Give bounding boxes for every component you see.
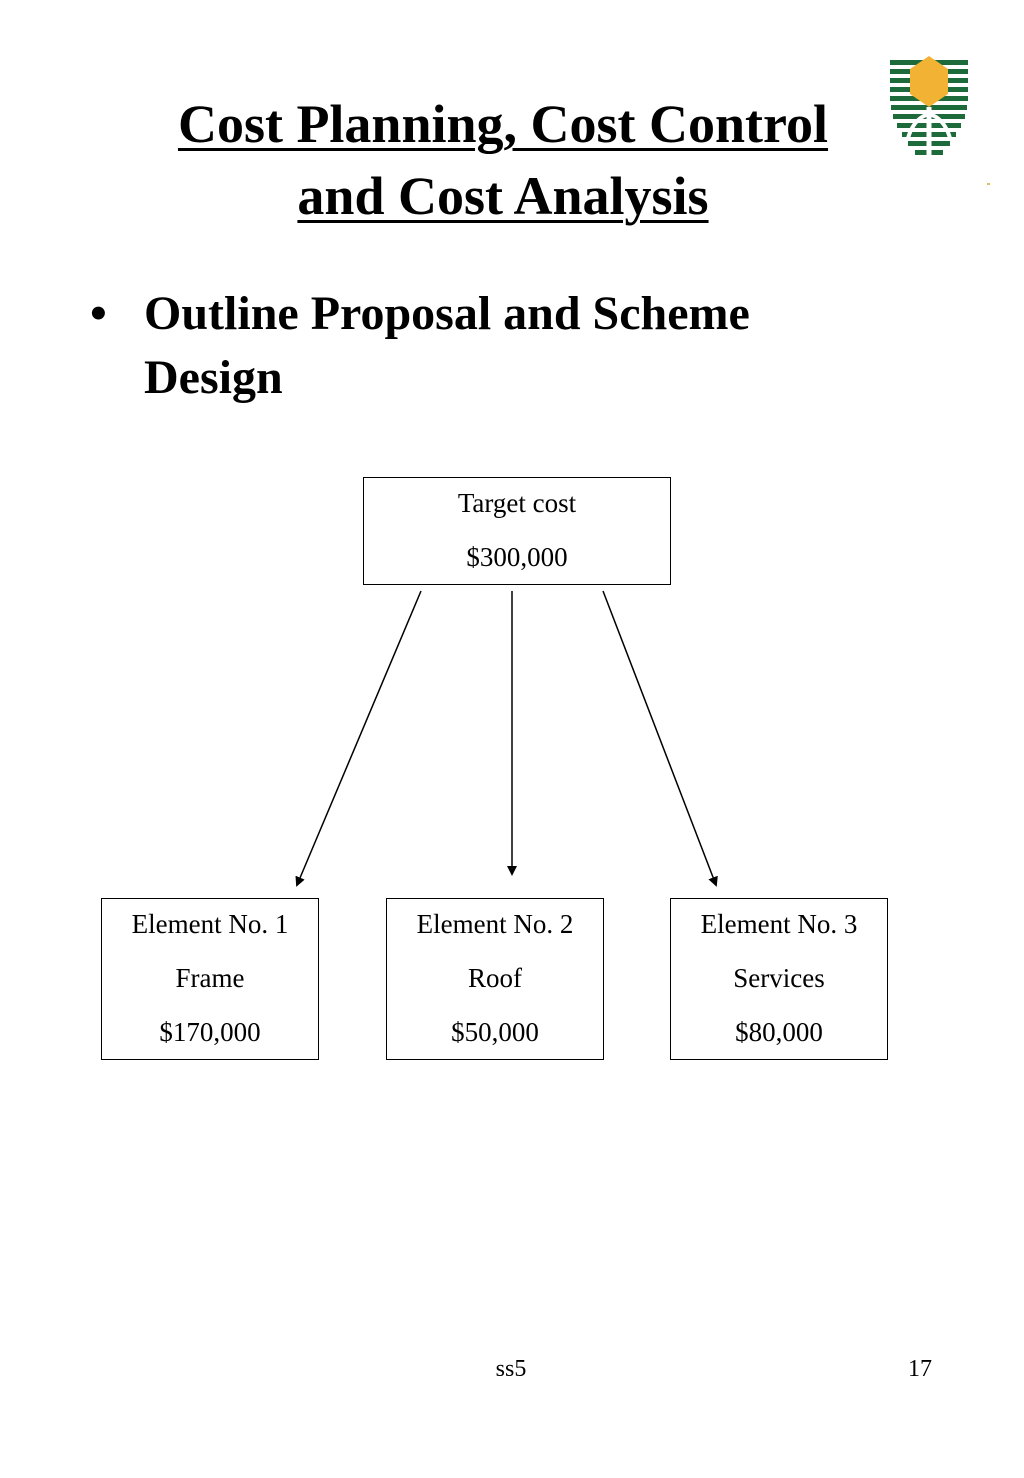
- element-box-2: [386, 898, 604, 1060]
- element-name: Services: [733, 963, 825, 993]
- arrow-to-element-3: [603, 591, 716, 885]
- target-cost-label: Target cost: [457, 488, 577, 518]
- target-cost-value: $300,000: [466, 542, 568, 572]
- bullet-icon: •: [90, 287, 107, 340]
- element-value: $170,000: [159, 1017, 261, 1047]
- footer-label: ss5: [495, 1356, 527, 1382]
- bullet-text-line-2: Design: [144, 351, 283, 404]
- arrow-to-element-1: [297, 591, 421, 885]
- element-box-1: [101, 898, 319, 1060]
- element-value: $50,000: [451, 1017, 539, 1047]
- element-name: Roof: [468, 963, 522, 993]
- element-number: Element No. 2: [416, 909, 574, 939]
- target-cost-box: [363, 477, 671, 585]
- page-number: 17: [908, 1356, 932, 1382]
- element-number: Element No. 3: [700, 909, 858, 939]
- element-box-3: [670, 898, 888, 1060]
- element-number: Element No. 1: [131, 909, 289, 939]
- element-value: $80,000: [735, 1017, 823, 1047]
- slide-title-line-2: and Cost Analysis: [297, 166, 709, 226]
- element-name: Frame: [175, 963, 245, 993]
- bullet-text-line-1: Outline Proposal and Scheme: [144, 287, 750, 340]
- slide-title-line-1: Cost Planning, Cost Control: [177, 94, 829, 154]
